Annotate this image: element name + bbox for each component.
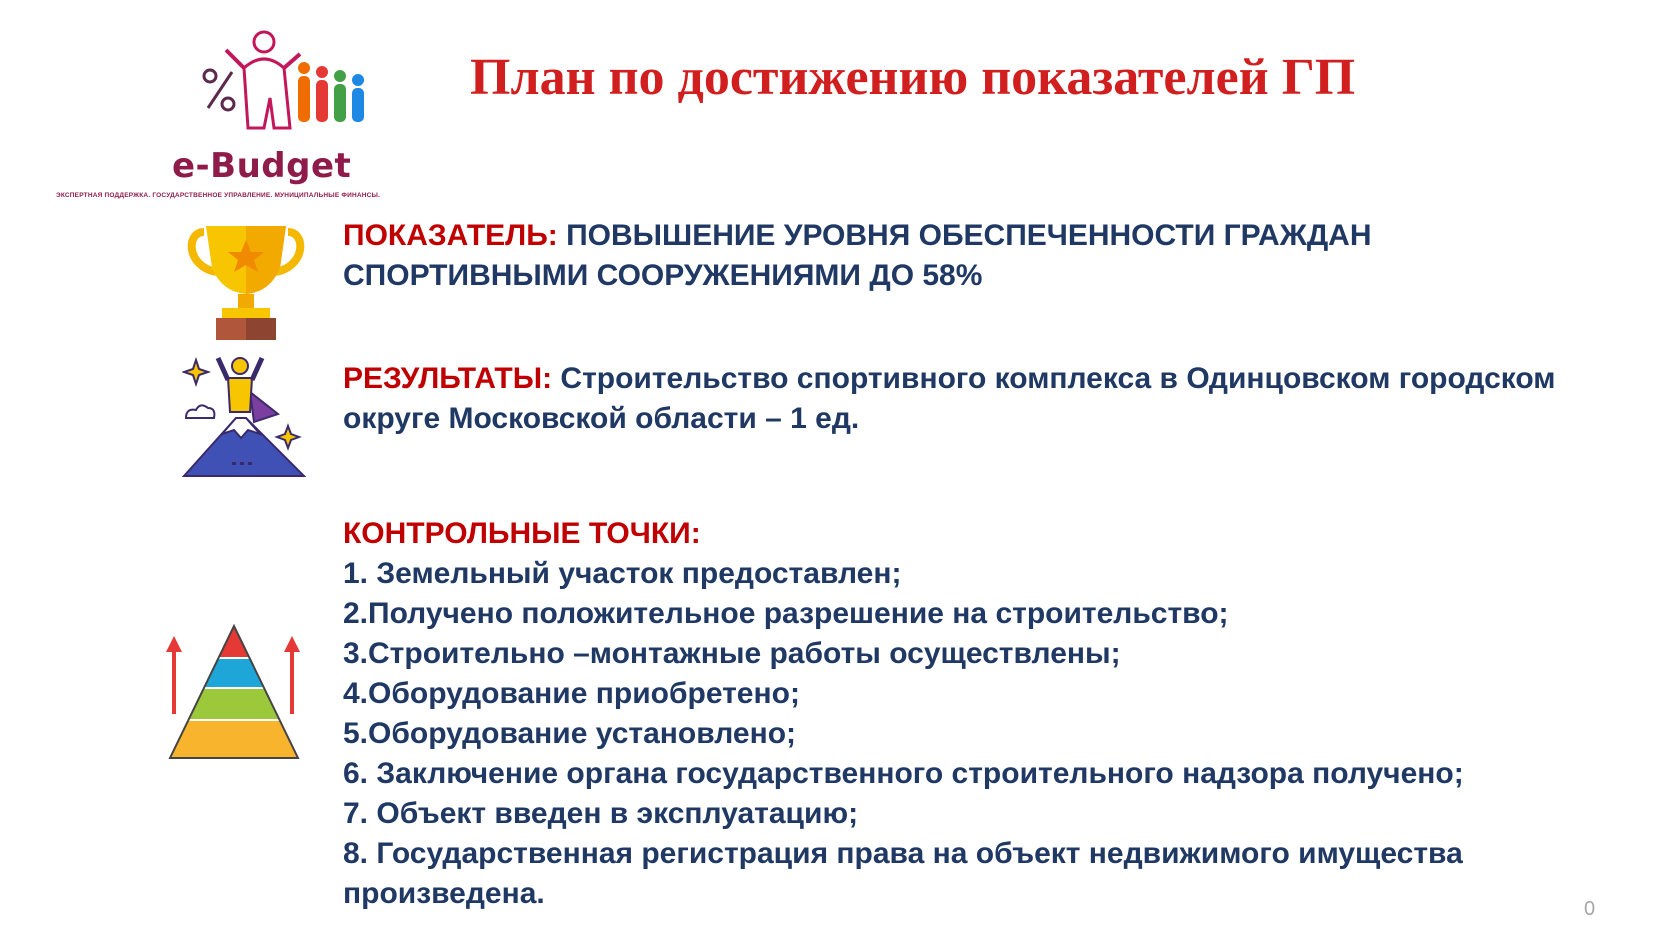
mountain-achievement-icon bbox=[182, 356, 306, 478]
page-title: План по достижению показателей ГП bbox=[470, 49, 1356, 106]
checkpoint-item: 5.Оборудование установлено; bbox=[343, 717, 797, 750]
checkpoints-block bbox=[343, 514, 1643, 914]
indicator-text: ПОВЫШЕНИЕ УРОВНЯ ОБЕСПЕЧЕННОСТИ ГРАЖДАН СПОРТИВНЫМИ СООРУЖЕНИЯМИ ДО 58% bbox=[343, 219, 1372, 292]
checkpoint-item: 3.Строительно –монтажные работы осуществлены; bbox=[343, 637, 1121, 670]
checkpoint-item: 4.Оборудование приобретено; bbox=[343, 677, 800, 710]
pyramid-icon bbox=[160, 624, 308, 768]
checkpoint-item: 6. Заключение органа государственного строительного надзора получено; bbox=[343, 757, 1464, 790]
results-text: Строительство спортивного комплекса в Одинцовском городском округе Московской области – 1 ед. bbox=[343, 362, 1556, 435]
e-budget-logo bbox=[52, 28, 412, 199]
checkpoint-item: 2.Получено положительное разрешение на строительство; bbox=[343, 597, 1229, 630]
checkpoints-label: КОНТРОЛЬНЫЕ ТОЧКИ: bbox=[343, 517, 701, 550]
results-label: РЕЗУЛЬТАТЫ: bbox=[343, 362, 553, 395]
indicator-block bbox=[343, 216, 1563, 296]
checkpoint-item: 7. Объект введен в эксплуатацию; bbox=[343, 797, 859, 830]
results-block bbox=[343, 359, 1563, 439]
checkpoint-item: 1. Земельный участок предоставлен; bbox=[343, 557, 902, 590]
trophy-icon bbox=[184, 222, 308, 340]
logo-tagline: ЭКСПЕРТНАЯ ПОДДЕРЖКА. ГОСУДАРСТВЕННОЕ УПРАВЛЕНИЕ. МУНИЦИПАЛЬНЫЕ ФИНАНСЫ. bbox=[56, 192, 381, 199]
checkpoints-list bbox=[343, 554, 1643, 914]
checkpoint-item: 8. Государственная регистрация права на объект недвижимого имущества произведена. bbox=[343, 837, 1463, 910]
page-number: 0 bbox=[1584, 898, 1596, 920]
indicator-label: ПОКАЗАТЕЛЬ: bbox=[343, 219, 558, 252]
logo-wordmark: e-Budget bbox=[172, 146, 352, 186]
people-logo-icon bbox=[152, 28, 372, 148]
